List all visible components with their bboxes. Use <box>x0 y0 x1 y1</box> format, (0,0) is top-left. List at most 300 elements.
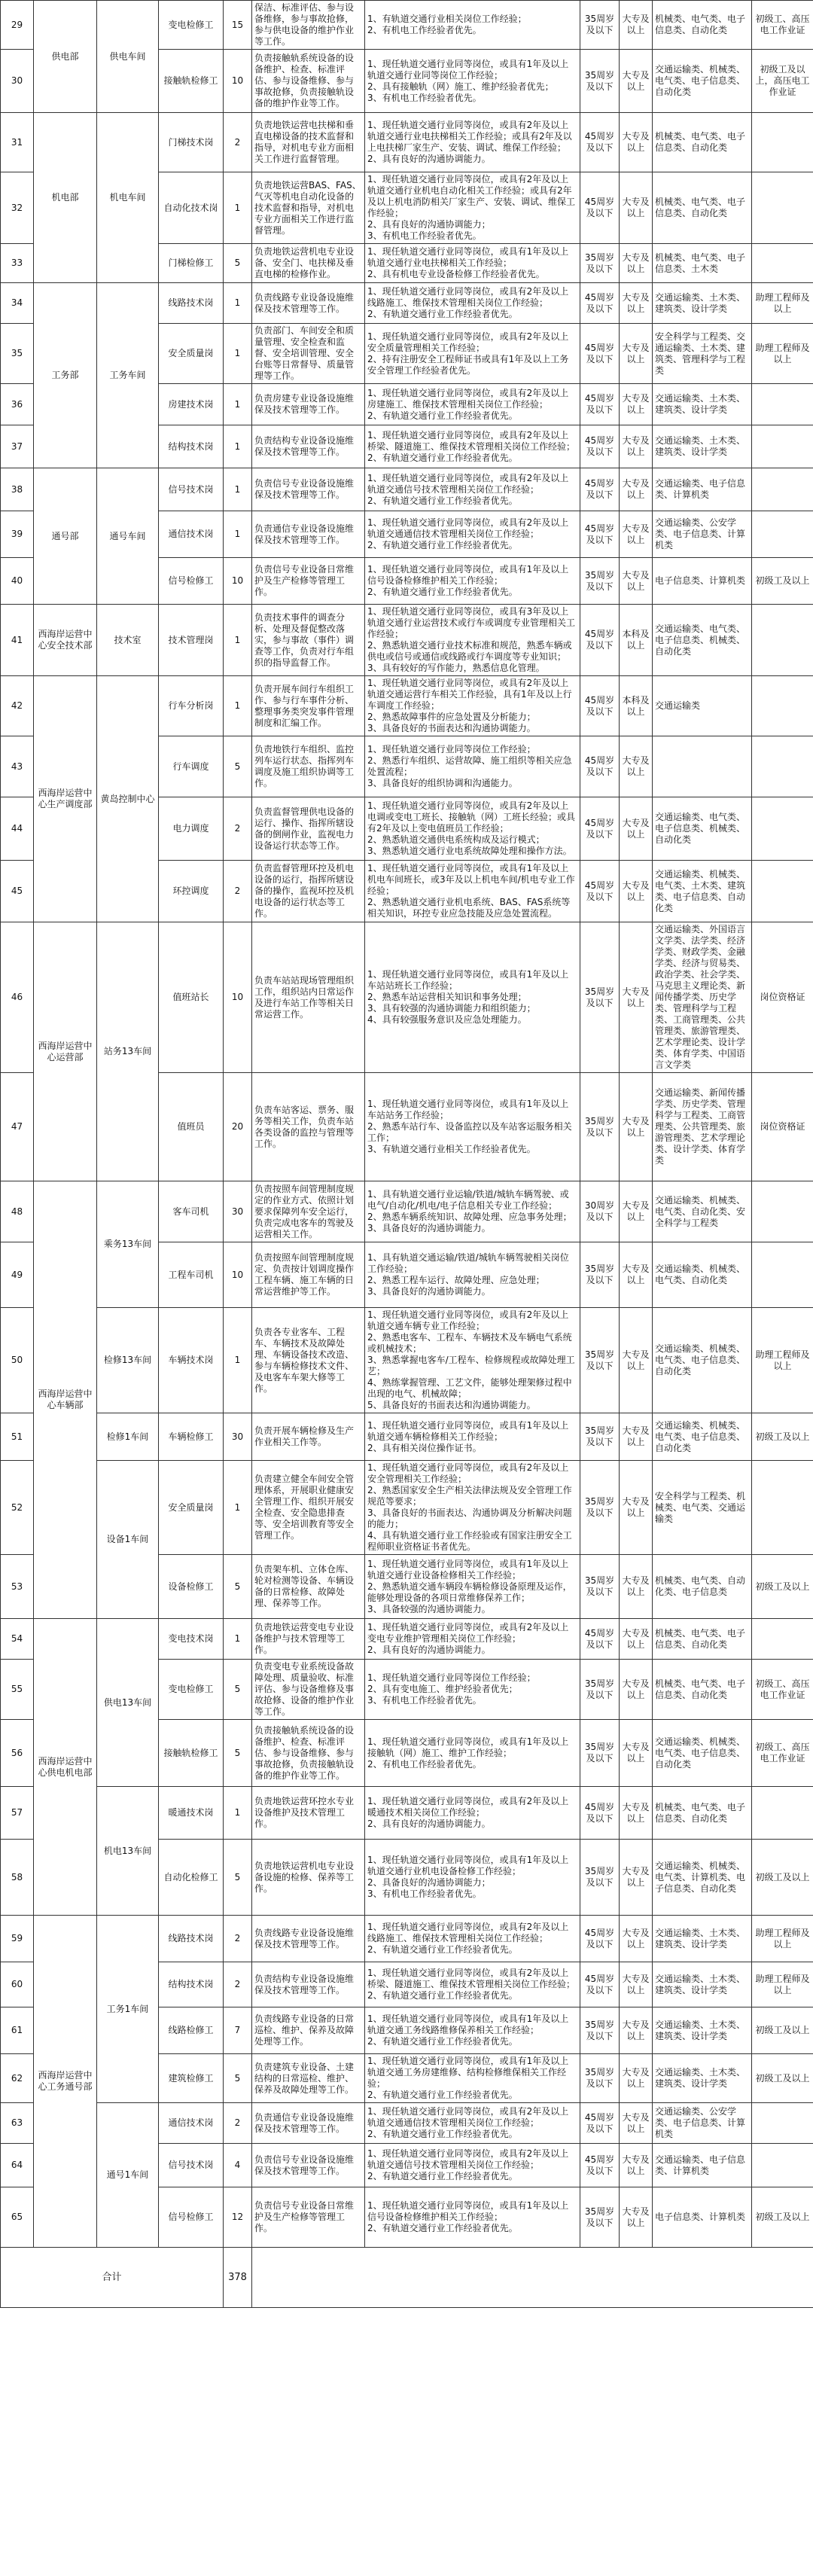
qualification-cell <box>752 468 813 511</box>
row-number-cell: 47 <box>1 1073 34 1181</box>
requirements-cell: 1、现任轨道交通行业同等岗位，或具有2年及以上轨道交通通信技术管理相关岗位工作经验； 2、有轨道交通行业工作经验者优先。 <box>365 511 580 558</box>
major-cell: 机械类、电气类、电子信息类、自动化类 <box>653 113 752 172</box>
requirements-cell: 1、现任轨道交通行业同等岗位，或具有1年及以上轨道交通行业机电设备检修工作经验； 2、具备良好的沟通协调能力； 3、有机电工作经验者优先。 <box>365 1840 580 1916</box>
post-name-cell: 行车调度 <box>159 736 224 797</box>
table-row <box>1 1619 813 1660</box>
total-filler <box>252 2248 813 2308</box>
requirements-cell: 1、现任轨道交通行业同等岗位，或具有2年及以上变电专业维护管理相关岗位工作经验； 2、具有良好的沟通协调能力。 <box>365 1619 580 1660</box>
major-cell: 机械类、电气类、电子信息类、自动化类 <box>653 1660 752 1720</box>
major-cell: 交通运输类、机械类、电气类、电子信息类、自动化类 <box>653 1413 752 1461</box>
education-cell: 大专及以上 <box>620 1962 653 2007</box>
major-cell: 交通运输类、机械类、电气类、土木类、建筑类、电子信息类、自动化类 <box>653 861 752 922</box>
age-limit-cell: 30周岁及以下 <box>580 1181 620 1242</box>
requirements-cell: 1、现任轨道交通行业同等岗位，或具有3年及以上轨道交通行业运营技术或行车或调度专业管理相关工作经验； 2、熟悉轨道交通行业技术标准和规范，熟悉车辆或供电或信号或通信或线路或行车调度等专业知识； 3、具有较好的写作能力，熟悉信息化管理。 <box>365 605 580 676</box>
age-limit-cell: 35周岁及以下 <box>580 2187 620 2248</box>
major-cell: 交通运输类、土木类、建筑类、设计学类 <box>653 425 752 468</box>
duties-cell: 负责接触轨系统设备的设备维护、检查、标准评估、参与设备维修、参与事故抢修，负责接触轨设备的维护作业等工作。 <box>252 50 365 113</box>
post-name-cell: 结构技术岗 <box>159 425 224 468</box>
table-row <box>1 1787 813 1840</box>
department-cell: 供电部 <box>34 1 97 113</box>
post-name-cell: 安全质量岗 <box>159 1461 224 1555</box>
duties-cell: 负责开展车辆检修及生产作业相关工作等。 <box>252 1413 365 1461</box>
major-cell: 交通运输类、土木类、建筑类、设计学类 <box>653 2007 752 2054</box>
post-name-cell: 接触轨检修工 <box>159 50 224 113</box>
age-limit-cell: 45周岁及以下 <box>580 2103 620 2144</box>
education-cell: 大专及以上 <box>620 797 653 861</box>
post-name-cell: 线路技术岗 <box>159 1916 224 1962</box>
requirements-cell: 1、现任轨道交通行业同等岗位，或具有2年及以上桥梁、隧道施工、维保技术管理相关岗位工作经验； 2、有轨道交通行业工作经验者优先。 <box>365 1962 580 2007</box>
requirements-cell: 1、现任轨道交通行业同等岗位，或具有2年及以上安全管理相关工作经验； 2、熟悉国家安全生产相关法律法规及安全管理工作规范等要求； 3、具备良好的书面表达、沟通协调及分析解决问题的能力； 4、具有轨道交通行业工作经验或有国家注册安全工程师职业资格证书者优先。 <box>365 1461 580 1555</box>
age-limit-cell: 45周岁及以下 <box>580 283 620 324</box>
qualification-cell <box>752 425 813 468</box>
education-cell: 大专及以上 <box>620 384 653 425</box>
education-cell: 大专及以上 <box>620 1619 653 1660</box>
major-cell: 安全科学与工程类、机械类、电气类、交通运输类 <box>653 1461 752 1555</box>
requirements-cell: 1、现任轨道交通行业同等岗位，或具有1年及以上轨道交通行业电扶梯相关工作经验； 2、具有机电专业设备检修工作经验者优先。 <box>365 244 580 283</box>
education-cell: 大专及以上 <box>620 2007 653 2054</box>
table-row <box>1 922 813 1073</box>
row-number-cell: 63 <box>1 2103 34 2144</box>
requirements-cell: 1、现任轨道交通行业同等岗位，或具有2年及以上线路施工、维保技术管理相关岗位工作经验； 2、有轨道交通行业工作经验者优先。 <box>365 283 580 324</box>
education-cell: 大专及以上 <box>620 2103 653 2144</box>
headcount-cell: 2 <box>224 2103 252 2144</box>
age-limit-cell: 45周岁及以下 <box>580 676 620 736</box>
major-cell: 交通运输类、机械类、电气类、电子信息类、自动化类 <box>653 1308 752 1413</box>
headcount-cell: 30 <box>224 1413 252 1461</box>
table-row <box>1 1413 813 1461</box>
department-cell: 西海岸运营中心车辆部 <box>34 1181 97 1619</box>
workshop-cell: 设备1车间 <box>97 1461 159 1619</box>
headcount-cell: 10 <box>224 558 252 605</box>
post-name-cell: 通信技术岗 <box>159 2103 224 2144</box>
row-number-cell: 29 <box>1 1 34 50</box>
duties-cell: 负责通信专业设备设施维保及技术管理等工作。 <box>252 511 365 558</box>
age-limit-cell: 45周岁及以下 <box>580 172 620 244</box>
row-number-cell: 31 <box>1 113 34 172</box>
age-limit-cell: 35周岁及以下 <box>580 2007 620 2054</box>
duties-cell: 负责按照车间管理制度规定的作业方式、依照计划要求保障列车安全运行，负责完成电客车的驾驶及运营相关工作。 <box>252 1181 365 1242</box>
row-number-cell: 46 <box>1 922 34 1073</box>
workshop-cell: 通号车间 <box>97 468 159 605</box>
duties-cell: 负责建立健全车间安全管理体系，开展职业健康安全管理工作、组织开展安全检查、安全隐患排查等、安全培训教育等安全管理工作。 <box>252 1461 365 1555</box>
department-cell: 西海岸运营中心供电机电部 <box>34 1619 97 1916</box>
education-cell: 大专及以上 <box>620 736 653 797</box>
qualification-cell: 初级工及以上 <box>752 2187 813 2248</box>
major-cell: 交通运输类、土木类、建筑类、设计学类 <box>653 2054 752 2103</box>
age-limit-cell: 45周岁及以下 <box>580 1619 620 1660</box>
row-number-cell: 36 <box>1 384 34 425</box>
headcount-cell: 1 <box>224 511 252 558</box>
row-number-cell: 65 <box>1 2187 34 2248</box>
requirements-cell: 1、现任轨道交通行业同等岗位，或具有2年及以上房建施工、维保技术管理相关岗位工作经验； 2、有轨道交通行业工作经验者优先。 <box>365 384 580 425</box>
post-name-cell: 变电检修工 <box>159 1660 224 1720</box>
table-row <box>1 283 813 324</box>
major-cell: 交通运输类、电气类、电子信息类、机械类、自动化类 <box>653 605 752 676</box>
row-number-cell: 59 <box>1 1916 34 1962</box>
table-row <box>1 1 813 50</box>
education-cell: 大专及以上 <box>620 1073 653 1181</box>
duties-cell: 负责地铁运营电扶梯和垂直电梯设备的技术监督和指导，对机电专业方面相关工作进行监督管理。 <box>252 113 365 172</box>
major-cell <box>653 736 752 797</box>
post-name-cell: 变电检修工 <box>159 1 224 50</box>
requirements-cell: 1、有轨道交通行业相关岗位工作经验； 2、有机电工作经验者优先。 <box>365 1 580 50</box>
major-cell: 机械类、电气类、电子信息类、自动化类 <box>653 1619 752 1660</box>
headcount-cell: 15 <box>224 1 252 50</box>
post-name-cell: 房建技术岗 <box>159 384 224 425</box>
requirements-cell: 1、现任轨道交通行业同等岗位，或具有1年及以上机电车间班长，或3年及以上机电车间/机电专业工作经验； 2、熟悉轨道交通行业机电系统、BAS、FAS系统等相关知识，环控专业应急技能及应急处置流程。 <box>365 861 580 922</box>
major-cell: 电子信息类、计算机类 <box>653 558 752 605</box>
row-number-cell: 53 <box>1 1555 34 1619</box>
post-name-cell: 接触轨检修工 <box>159 1720 224 1787</box>
post-name-cell: 工程车司机 <box>159 1242 224 1308</box>
duties-cell: 负责建筑专业设备、土建结构的日常巡检、维护、保养及故障处理等工作。 <box>252 2054 365 2103</box>
post-name-cell: 电力调度 <box>159 797 224 861</box>
duties-cell: 负责车站客运、票务、服务等相关工作，负责车站各类设备的监控与管理等工作。 <box>252 1073 365 1181</box>
workshop-cell: 检修1车间 <box>97 1413 159 1461</box>
education-cell: 本科及以上 <box>620 676 653 736</box>
duties-cell: 负责线路专业设备设施维保及技术管理等工作。 <box>252 1916 365 1962</box>
headcount-cell: 1 <box>224 172 252 244</box>
post-name-cell: 变电技术岗 <box>159 1619 224 1660</box>
qualification-cell <box>752 511 813 558</box>
post-name-cell: 行车分析岗 <box>159 676 224 736</box>
duties-cell: 负责地铁运营机电专业设备、安全门、电扶梯及垂直电梯的检修作业。 <box>252 244 365 283</box>
major-cell: 交通运输类、电子信息类、计算机类 <box>653 468 752 511</box>
education-cell: 大专及以上 <box>620 861 653 922</box>
row-number-cell: 60 <box>1 1962 34 2007</box>
qualification-cell: 助理工程师及以上 <box>752 1962 813 2007</box>
headcount-cell: 1 <box>224 676 252 736</box>
duties-cell: 负责房建专业设备设施维保及技术管理等工作。 <box>252 384 365 425</box>
duties-cell: 负责监督管理环控及机电设备的运行，指挥所辖设备的操作，监视环控及机电设备的运行状态等工作。 <box>252 861 365 922</box>
major-cell: 交通运输类、土木类、建筑类、设计学类 <box>653 283 752 324</box>
headcount-cell: 1 <box>224 283 252 324</box>
duties-cell: 负责技术事件的调查分析、处理及督促整改落实，参与事故（事件）调查等工作，负责对行车组织的指导监督工作。 <box>252 605 365 676</box>
row-number-cell: 45 <box>1 861 34 922</box>
requirements-cell: 1、现任轨道交通行业同等岗位，或具有1年及以上轨道交通行业同等岗位工作经验； 2、具有接触轨（网）施工、维护经验者优先； 3、有机电工作经验者优先。 <box>365 50 580 113</box>
requirements-cell: 1、现任轨道交通行业同等岗位，或具有1年及以上信号设备检修维护相关工作经验； 2、有轨道交通行业工作经验者优先。 <box>365 2187 580 2248</box>
requirements-cell: 1、现任轨道交通行业同等岗位，或具有1年及以上接触轨（网）施工、维护工作经验； 2、有机电工作经验者优先。 <box>365 1720 580 1787</box>
requirements-cell: 1、现任轨道交通行业同等岗位，或具有1年及以上车站站班长工作经验； 2、熟悉车站运营相关知识和事务处理； 3、具有较强的沟通协调能力和组织能力； 4、具有较强服务意识及应急处理能力。 <box>365 922 580 1073</box>
education-cell: 大专及以上 <box>620 1660 653 1720</box>
headcount-cell: 10 <box>224 50 252 113</box>
education-cell: 本科及以上 <box>620 605 653 676</box>
row-number-cell: 64 <box>1 2144 34 2187</box>
qualification-cell: 初级工及以上 <box>752 558 813 605</box>
department-cell: 工务部 <box>34 283 97 468</box>
post-name-cell: 信号技术岗 <box>159 2144 224 2187</box>
requirements-cell: 1、现任轨道交通行业同等岗位，或具有1年及以上轨道交通工务线路维修保养相关工作经验； 2、有轨道交通行业工作经验者优先。 <box>365 2007 580 2054</box>
row-number-cell: 57 <box>1 1787 34 1840</box>
major-cell: 交通运输类、新闻传播学类、历史学类、管理科学与工程类、工商管理类、公共管理类、旅游管理类、艺术学理论类、设计学类、体育学类 <box>653 1073 752 1181</box>
qualification-cell: 初级工及以上 <box>752 1555 813 1619</box>
duties-cell: 负责开展车间行车组织工作、参与行车事件分析、整理事务类突发事件管理制度和汇编工作。 <box>252 676 365 736</box>
major-cell: 机械类、电气类、自动化类、电子信息类 <box>653 1555 752 1619</box>
headcount-cell: 1 <box>224 1308 252 1413</box>
qualification-cell: 助理工程师及以上 <box>752 283 813 324</box>
qualification-cell: 初级工及以上，高压电工作业证 <box>752 50 813 113</box>
requirements-cell: 1、现任轨道交通行业同等岗位，或具有2年及以上电调或变电工班长、接触轨（网）工班长经验；或具有2年及以上变电值班员工作经验； 2、熟悉轨道交通供电系统构成及运行模式； 3、熟悉轨道交通行业电系统故障处理和操作方法。 <box>365 797 580 861</box>
age-limit-cell: 35周岁及以下 <box>580 1 620 50</box>
requirements-cell: 1、现任轨道交通行业同等岗位，或具有2年及以上线路施工、维保技术管理相关岗位工作经验； 2、有轨道交通行业工作经验者优先。 <box>365 1916 580 1962</box>
table-row <box>1 676 813 736</box>
age-limit-cell: 35周岁及以下 <box>580 244 620 283</box>
row-number-cell: 49 <box>1 1242 34 1308</box>
qualification-cell <box>752 1461 813 1555</box>
education-cell: 大专及以上 <box>620 324 653 384</box>
post-name-cell: 信号检修工 <box>159 558 224 605</box>
requirements-cell: 1、现任轨道交通行业同等岗位，或具有2年及以上轨道交通行业电扶梯相关工作经验；或具有2年及以上电扶梯厂家生产、安装、调试、维保工作经验； 2、具有良好的沟通协调能力。 <box>365 113 580 172</box>
education-cell: 大专及以上 <box>620 511 653 558</box>
headcount-cell: 2 <box>224 1916 252 1962</box>
duties-cell: 负责变电专业系统设备故障处理、质量验收、标准评估、参与设备维修及事故抢修、设备的维护作业等工作。 <box>252 1660 365 1720</box>
table-row <box>1 1181 813 1242</box>
duties-cell: 负责通信专业设备设施维保及技术管理等工作。 <box>252 2103 365 2144</box>
qualification-cell <box>752 1242 813 1308</box>
headcount-cell: 1 <box>224 1787 252 1840</box>
education-cell: 大专及以上 <box>620 1720 653 1787</box>
department-cell: 通号部 <box>34 468 97 605</box>
post-name-cell: 技术管理岗 <box>159 605 224 676</box>
major-cell: 交通运输类、机械类、电气类、自动化类、安全科学与工程类 <box>653 1181 752 1242</box>
headcount-cell: 1 <box>224 468 252 511</box>
duties-cell: 负责各专业客车、工程车、车辆技术及故障处理、车辆设备技术改造、参与车辆检修技术文件、及电客车车架大修等工作。 <box>252 1308 365 1413</box>
age-limit-cell: 45周岁及以下 <box>580 425 620 468</box>
qualification-cell <box>752 244 813 283</box>
post-name-cell: 门梯技术岗 <box>159 113 224 172</box>
department-cell: 西海岸运营中心安全技术部 <box>34 605 97 676</box>
post-name-cell: 安全质量岗 <box>159 324 224 384</box>
qualification-cell: 初级工及以上 <box>752 2007 813 2054</box>
row-number-cell: 56 <box>1 1720 34 1787</box>
education-cell: 大专及以上 <box>620 558 653 605</box>
requirements-cell: 1、现任轨道交通行业同等岗位，或具有1年及以上车站站务工作经验； 2、熟悉车站行车、设备监控以及车站客运服务相关工作； 3、有轨道交通行业相关工作经验者优先。 <box>365 1073 580 1181</box>
education-cell: 大专及以上 <box>620 1461 653 1555</box>
duties-cell: 负责信号专业设备设施维保及技术管理等工作。 <box>252 468 365 511</box>
education-cell: 大专及以上 <box>620 2187 653 2248</box>
age-limit-cell: 35周岁及以下 <box>580 1555 620 1619</box>
age-limit-cell: 35周岁及以下 <box>580 2054 620 2103</box>
age-limit-cell: 45周岁及以下 <box>580 605 620 676</box>
headcount-cell: 2 <box>224 113 252 172</box>
major-cell: 机械类、电气类、电子信息类、自动化类 <box>653 1 752 50</box>
workshop-cell: 供电车间 <box>97 1 159 113</box>
qualification-cell <box>752 2103 813 2144</box>
workshop-cell: 工务车间 <box>97 283 159 468</box>
headcount-cell: 5 <box>224 1555 252 1619</box>
qualification-cell <box>752 1619 813 1660</box>
headcount-cell: 1 <box>224 324 252 384</box>
qualification-cell <box>752 1787 813 1840</box>
requirements-cell: 1、现任轨道交通行业同等岗位，或具有2年及以上轨道交通信号技术管理相关岗位工作经验； 2、有轨道交通行业工作经验者优先。 <box>365 468 580 511</box>
qualification-cell: 初级工、高压电工作业证 <box>752 1 813 50</box>
post-name-cell: 暖通技术岗 <box>159 1787 224 1840</box>
age-limit-cell: 35周岁及以下 <box>580 1413 620 1461</box>
headcount-cell: 5 <box>224 2054 252 2103</box>
row-number-cell: 32 <box>1 172 34 244</box>
row-number-cell: 62 <box>1 2054 34 2103</box>
requirements-cell: 1、现任轨道交通行业同等岗位，或具有2年及以上轨道交通运营行车相关工作经验，具有1年及以上行车调度工作经验； 2、熟悉故障事件的应急处置及分析能力； 3、具备良好的书面表达和沟通协调能力。 <box>365 676 580 736</box>
row-number-cell: 35 <box>1 324 34 384</box>
age-limit-cell: 45周岁及以下 <box>580 736 620 797</box>
age-limit-cell: 45周岁及以下 <box>580 511 620 558</box>
duties-cell: 负责车站站现场管理组织工作，组织站内日常运作及进行车站工作等相关日常运营工作。 <box>252 922 365 1073</box>
duties-cell: 负责线路专业设备的日常巡检、维护、保养及故障处理等工作。 <box>252 2007 365 2054</box>
headcount-cell: 5 <box>224 1840 252 1916</box>
major-cell: 交通运输类、机械类、电气类、电子信息类、自动化类 <box>653 50 752 113</box>
headcount-cell: 1 <box>224 384 252 425</box>
requirements-cell: 1、现任轨道交通行业同等岗位，或具有2年及以上轨道交通通信技术管理相关岗位工作经验； 2、有轨道交通行业工作经验者优先。 <box>365 2103 580 2144</box>
duties-cell: 负责线路专业设备设施维保及技术管理等工作。 <box>252 283 365 324</box>
post-name-cell: 值班员 <box>159 1073 224 1181</box>
headcount-cell: 2 <box>224 861 252 922</box>
major-cell: 交通运输类、外国语言文学类、法学类、经济学类、财政学类、金融学类、经济与贸易类、政治学类、社会学类、马克思主义理论类、新闻传播学类、历史学类、管理科学与工程类、工商管理类、公共管理类、旅游管理类、艺术学理论类、设计学类、体育学类、中国语言文学类 <box>653 922 752 1073</box>
education-cell: 大专及以上 <box>620 922 653 1073</box>
age-limit-cell: 45周岁及以下 <box>580 861 620 922</box>
duties-cell: 负责接触轨系统设备的设备维护、检查、标准评估、参与设备维修、参与事故抢修，负责接触轨设备的维护作业等工作。 <box>252 1720 365 1787</box>
workshop-cell: 工务1车间 <box>97 1916 159 2103</box>
workshop-cell: 供电13车间 <box>97 1619 159 1787</box>
headcount-cell: 5 <box>224 1720 252 1787</box>
duties-cell: 负责地铁行车组织、监控列车运行状态、指挥列车调度及施工组织协调等工作。 <box>252 736 365 797</box>
post-name-cell: 自动化技术岗 <box>159 172 224 244</box>
major-cell: 交通运输类、电子信息类、计算机类 <box>653 2144 752 2187</box>
headcount-cell: 5 <box>224 244 252 283</box>
table-row <box>1 1461 813 1555</box>
headcount-cell: 2 <box>224 797 252 861</box>
major-cell: 交通运输类、机械类、电气类、计算机类、电子信息类、自动化类 <box>653 1840 752 1916</box>
post-name-cell: 车辆检修工 <box>159 1413 224 1461</box>
qualification-cell <box>752 172 813 244</box>
duties-cell: 负责地铁运营机电专业设备设施的检修、保养等工作。 <box>252 1840 365 1916</box>
education-cell: 大专及以上 <box>620 1413 653 1461</box>
major-cell: 电子信息类、计算机类 <box>653 2187 752 2248</box>
row-number-cell: 30 <box>1 50 34 113</box>
duties-cell: 负责地铁运营环控水专业设备维护及技术管理工作。 <box>252 1787 365 1840</box>
qualification-cell <box>752 605 813 676</box>
workshop-cell: 乘务13车间 <box>97 1181 159 1308</box>
education-cell: 大专及以上 <box>620 172 653 244</box>
requirements-cell: 1、现任轨道交通行业同等岗位，或具有2年及以上安全质量管理相关工作经验； 2、持有注册安全工程师证书或具有1年及以上工务安全管理工作经验者优先。 <box>365 324 580 384</box>
table-row <box>1 1308 813 1413</box>
row-number-cell: 43 <box>1 736 34 797</box>
education-cell: 大专及以上 <box>620 1308 653 1413</box>
row-number-cell: 39 <box>1 511 34 558</box>
post-name-cell: 值班站长 <box>159 922 224 1073</box>
row-number-cell: 55 <box>1 1660 34 1720</box>
age-limit-cell: 45周岁及以下 <box>580 1962 620 2007</box>
table-row <box>1 468 813 511</box>
requirements-cell: 1、现任轨道交通行业同等岗位，或具有1年及以上轨道交通工务房建维修、结构检修维保相关工作经验； 2、有轨道交通行业工作经验者优先。 <box>365 2054 580 2103</box>
duties-cell: 负责信号专业设备日常维护及生产检修等管理工作。 <box>252 2187 365 2248</box>
row-number-cell: 48 <box>1 1181 34 1242</box>
headcount-cell: 7 <box>224 2007 252 2054</box>
age-limit-cell: 35周岁及以下 <box>580 1308 620 1413</box>
duties-cell: 负责结构专业设备设施维保及技术管理等工作。 <box>252 1962 365 2007</box>
duties-cell: 负责监督管理供电设备的运行、操作、指挥所辖设备的倒闸作业，监视电力设备运行状态等工作。 <box>252 797 365 861</box>
duties-cell: 保洁、标准评估、参与设备维修，参与事故抢修，参与供电设备的维护作业等工作。 <box>252 1 365 50</box>
education-cell: 大专及以上 <box>620 1181 653 1242</box>
qualification-cell <box>752 736 813 797</box>
post-name-cell: 车辆技术岗 <box>159 1308 224 1413</box>
qualification-cell: 初级工及以上 <box>752 2054 813 2103</box>
qualification-cell <box>752 113 813 172</box>
table-row <box>1 2103 813 2144</box>
duties-cell: 负责结构专业设备设施维保及技术管理等工作。 <box>252 425 365 468</box>
education-cell: 大专及以上 <box>620 113 653 172</box>
age-limit-cell: 45周岁及以下 <box>580 1787 620 1840</box>
table-row <box>1 1916 813 1962</box>
education-cell: 大专及以上 <box>620 425 653 468</box>
headcount-cell: 20 <box>224 1073 252 1181</box>
age-limit-cell: 35周岁及以下 <box>580 1073 620 1181</box>
post-name-cell: 自动化检修工 <box>159 1840 224 1916</box>
workshop-cell: 通号1车间 <box>97 2103 159 2248</box>
duties-cell: 负责信号专业设备日常维护及生产检修等管理工作。 <box>252 558 365 605</box>
education-cell: 大专及以上 <box>620 2144 653 2187</box>
education-cell: 大专及以上 <box>620 2054 653 2103</box>
workshop-cell: 技术室 <box>97 605 159 676</box>
major-cell: 交通运输类、公安学类、电子信息类、计算机类 <box>653 511 752 558</box>
post-name-cell: 线路检修工 <box>159 2007 224 2054</box>
row-number-cell: 44 <box>1 797 34 861</box>
age-limit-cell: 45周岁及以下 <box>580 384 620 425</box>
qualification-cell: 初级工及以上 <box>752 1840 813 1916</box>
major-cell: 机械类、电气类、电子信息类、土木类 <box>653 244 752 283</box>
age-limit-cell: 35周岁及以下 <box>580 558 620 605</box>
duties-cell: 负责信号专业设备设施维保及技术管理等工作。 <box>252 2144 365 2187</box>
total-label: 合计 <box>1 2248 224 2308</box>
headcount-cell: 4 <box>224 2144 252 2187</box>
qualification-cell <box>752 676 813 736</box>
table-row <box>1 113 813 172</box>
row-number-cell: 54 <box>1 1619 34 1660</box>
age-limit-cell: 45周岁及以下 <box>580 1916 620 1962</box>
qualification-cell <box>752 2144 813 2187</box>
workshop-cell: 站务13车间 <box>97 922 159 1181</box>
major-cell: 机械类、电气类、电子信息类、自动化类 <box>653 172 752 244</box>
education-cell: 大专及以上 <box>620 1787 653 1840</box>
requirements-cell: 1、具有轨道交通运输/铁道/城轨车辆驾驶相关岗位工作经验； 2、熟悉工程车运行、故障处理、应急处理； 3、具备良好的沟通协调能力。 <box>365 1242 580 1308</box>
education-cell: 大专及以上 <box>620 244 653 283</box>
headcount-cell: 2 <box>224 1962 252 2007</box>
row-number-cell: 38 <box>1 468 34 511</box>
age-limit-cell: 35周岁及以下 <box>580 50 620 113</box>
row-number-cell: 58 <box>1 1840 34 1916</box>
requirements-cell: 1、现任轨道交通行业同等岗位，或具有2年及以上轨道交通信号技术管理相关岗位工作经验； 2、有轨道交通行业工作经验者优先。 <box>365 2144 580 2187</box>
requirements-cell: 1、现任轨道交通行业同等岗位，或具有2年及以上桥梁、隧道施工、维保技术管理相关岗位工作经验； 2、有轨道交通行业工作经验者优先。 <box>365 425 580 468</box>
education-cell: 大专及以上 <box>620 1840 653 1916</box>
row-number-cell: 33 <box>1 244 34 283</box>
headcount-cell: 5 <box>224 736 252 797</box>
workshop-cell: 机电车间 <box>97 113 159 283</box>
requirements-cell: 1、现任轨道交通行业同等岗位，或具有2年及以上轨道交通行业机电自动化相关工作经验；或具有2年及以上机电消防相关厂家生产、安装、调试、维保工作经验； 2、具有良好的沟通协调能力； 3、有机电工作经验者优先。 <box>365 172 580 244</box>
duties-cell: 负责架车机、立体仓库、轮对检测等设备、车辆设备的日常检修、故障处理、保养等工作。 <box>252 1555 365 1619</box>
row-number-cell: 52 <box>1 1461 34 1555</box>
qualification-cell <box>752 1181 813 1242</box>
qualification-cell: 岗位资格证 <box>752 922 813 1073</box>
major-cell: 交通运输类、土木类、建筑类、设计学类 <box>653 1916 752 1962</box>
education-cell: 大专及以上 <box>620 1242 653 1308</box>
requirements-cell: 1、现任轨道交通行业同等岗位，或具有1年及以上轨道交通行业设备检修相关工作经验； 2、熟悉轨道交通车辆段车辆检修设备原理及运作，能够处理设备的各项日常维修保养工作； 3、具备较强的沟通协调能力。 <box>365 1555 580 1619</box>
total-row <box>1 2248 813 2308</box>
qualification-cell: 助理工程师及以上 <box>752 1308 813 1413</box>
duties-cell: 负责地铁运营BAS、FAS、气灭等机电自动化设备的技术监督和指导，对机电专业方面相关工作进行监督管理。 <box>252 172 365 244</box>
age-limit-cell: 45周岁及以下 <box>580 797 620 861</box>
requirements-cell: 1、现任轨道交通行业同等岗位，或具有1年及以上信号设备检修维护相关工作经验； 2、有轨道交通行业工作经验者优先。 <box>365 558 580 605</box>
post-name-cell: 环控调度 <box>159 861 224 922</box>
post-name-cell: 结构技术岗 <box>159 1962 224 2007</box>
